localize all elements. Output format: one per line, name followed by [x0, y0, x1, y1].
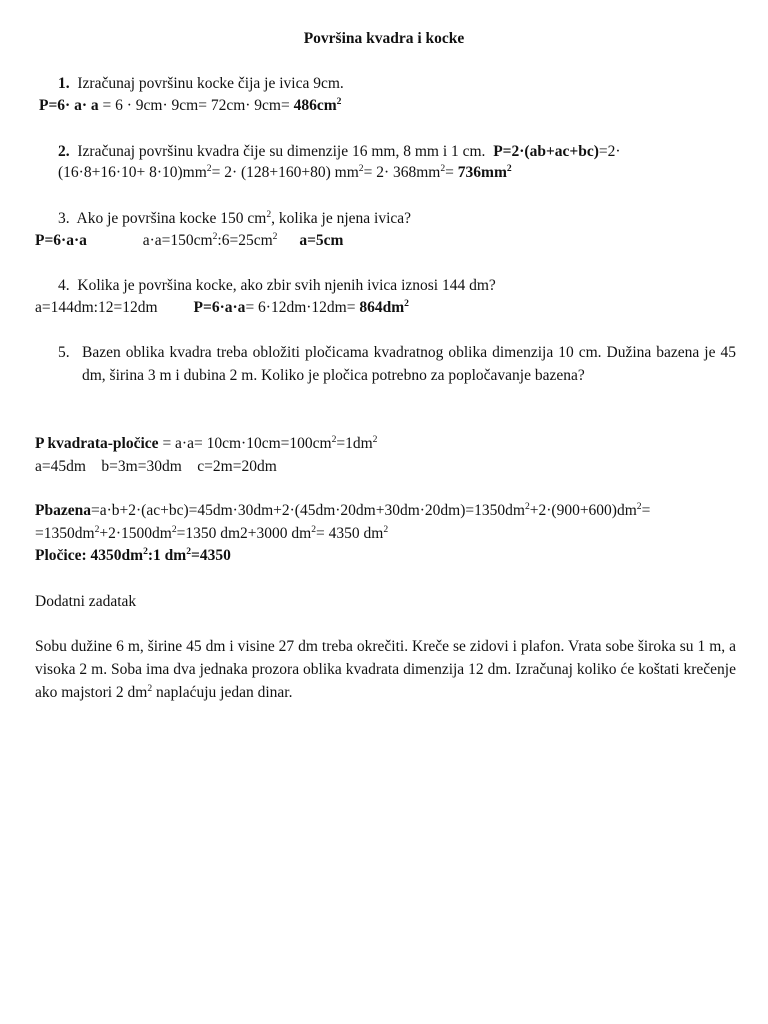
extra-task-text: Sobu dužine 6 m, širine 45 dm i visine 27 dm treba okrečiti. Kreče se zidovi i plafon. Vrata sobe široka su 1 m, a visoka 2 m. Soba ima dva jednaka prozora oblika kvadrata dimenzija 12 dm. Izračunaj koliko će koštati krečenje ako majstori 2 $dm^2$ naplaćuju jedan dinar. — [35, 638, 736, 701]
pool-dimensions: a=45dm b=3m=30dm c=2m=20dm — [35, 458, 277, 475]
tiles-count: Pločice: $4350dm^2:1$ $dm^2=4350$ — [35, 546, 231, 564]
task-2-text: Izračunaj površinu kvadra čije su dimenzije 16 mm, 8 mm i 1 cm. — [77, 143, 486, 160]
tile-area: P kvadrata-pločice = $a\cdot a= 10cm\cdot 10cm=100cm^2=1dm^2$ — [35, 434, 378, 452]
task-1-answer: 486cm — [293, 97, 337, 114]
task-2-question: 2. Izračunaj površinu kvadra čije su dimenzije 16 mm, 8 mm i 1 cm. P=2·(ab+ac+bc)=2· — [58, 143, 621, 160]
task-4-question: 4. Kolika je površina kocke, ako zbir svih njenih ivica iznosi 144 dm? — [58, 277, 496, 294]
pool-area-line-2: $=1350dm^2+2\cdot 1500dm^2=1350$ dm2+3000 $dm^2= 4350$ $dm^2$ — [35, 524, 389, 542]
task-3-formula: P=6·a·a — [35, 232, 87, 249]
task-1-question — [58, 74, 344, 94]
task-4-answer: 864dm — [359, 299, 405, 316]
task-1-calc: = 6 · 9cm· 9cm= 72cm· 9cm= — [98, 97, 294, 114]
task-3-number: 3. — [58, 210, 70, 227]
task-1-solution: $P=6\cdot a\cdot a = 6 \cdot 9cm\cdot 9cm= 72cm\cdot 9cm= 486cm^2$ — [39, 96, 342, 114]
task-1-formula: P=6· a· a — [39, 97, 99, 114]
task-3-question: 3. Ako je površina kocke 150 $cm^2$, kolika je njena ivica? — [58, 209, 412, 227]
extra-task-heading: Dodatni zadatak — [35, 593, 137, 610]
task-1-text: Izračunaj površinu kocke čija je ivica 9cm. — [77, 75, 344, 92]
task-4-formula: P=6·a·a — [193, 299, 246, 316]
task-2-answer: 736mm — [457, 164, 507, 181]
task-1-number: 1. — [58, 75, 70, 92]
task-2-number: 2. — [58, 143, 70, 160]
task-4-number: 4. — [58, 277, 70, 294]
page-title: Površina kvadra i kocke — [303, 30, 465, 47]
task-2-formula: P=2·(ab+ac+bc) — [493, 143, 599, 160]
task-3-solution: P=6·a·a $a\cdot a=150cm^2:6=25cm^2$ a=5cm — [35, 231, 344, 249]
task-2-solution: $(16\cdot 8+16\cdot 10+ 8\cdot 10)mm^2= 2\cdot (128+160+80)$ $mm^2= 2\cdot 368mm^2= 736mm^2$ — [58, 163, 512, 181]
task-3-answer: a=5cm — [299, 232, 344, 249]
pool-area-line-1: $Pbazena=a\cdot b+2\cdot(ac+bc)=45dm\cdot 30dm+2\cdot(45dm\cdot 20dm+30dm\cdot 20dm)=1350dm^2+2\cdot(900+600)dm^2=$ — [35, 501, 651, 519]
task-5-question: Bazen oblika kvadra treba obložiti pločicama kvadratnog oblika dimenzija 10 cm. Dužina bazena je 45 dm, širina 3 m i dubina 2 m. Koliko je pločica potrebno za popločavanje bazena? — [82, 344, 736, 384]
task-5-number: 5. — [58, 344, 70, 361]
task-4-solution: a=144dm:12=12dm $P=6\cdot a\cdot a= 6\cdot 12dm\cdot 12dm= 864dm^2$ — [35, 298, 409, 316]
